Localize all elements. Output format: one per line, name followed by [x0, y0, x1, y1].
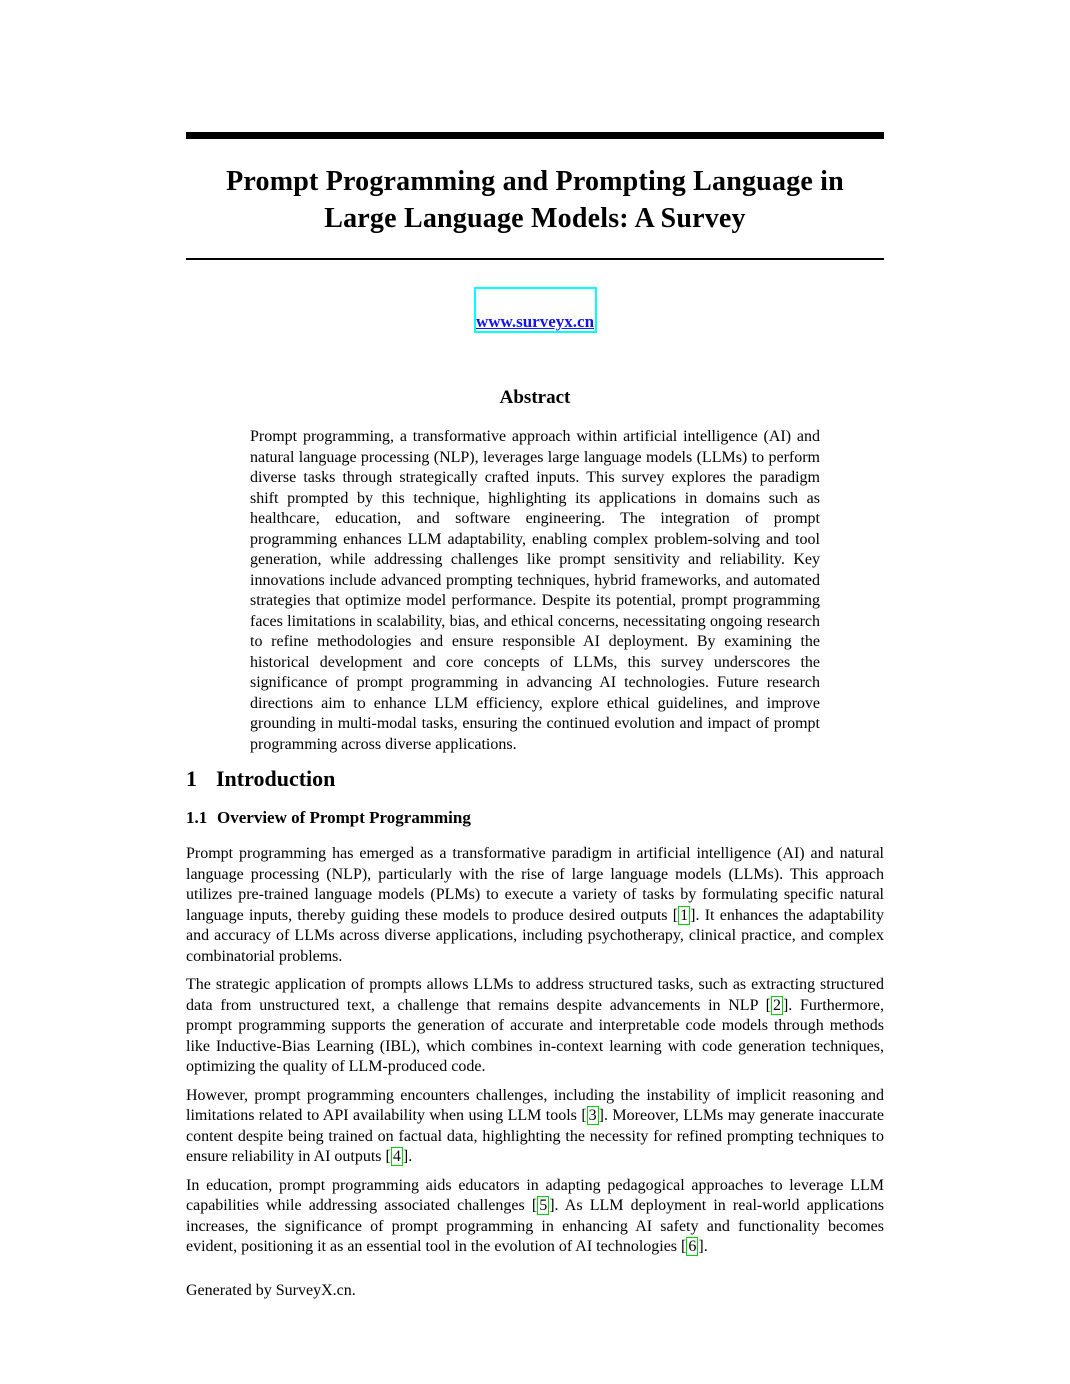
page-content	[186, 0, 884, 1266]
paragraph: The strategic application of prompts allows LLMs to address structured tasks, such as extracting structured data from unstructured text, a challenge that remains despite advancements in NLP [ 2 ]. Furthermore, prompt programming supports the generation of accurate and interpretable code models through methods like Inductive-Bias Learning (IBL), which combines in-context learning with code generation techniques, optimizing the quality of LLM-produced code.	[186, 976, 884, 1075]
link-row	[186, 287, 884, 333]
citation-ref[interactable]: [ 4 ]	[385, 1148, 409, 1165]
paragraph: Prompt programming has emerged as a transformative paradigm in artificial intelligence (AI) and natural language processing (NLP), particularly with the rise of large language models (LLMs). This approach utilizes pre-trained language models (PLMs) to execute a variety of tasks by formulating specific natural language inputs, thereby guiding these models to produce desired outputs [ 1 ]. It enhances the adaptability and accuracy of LLMs across diverse applications, including psychotherapy, clinical practice, and complex combinatorial problems.	[186, 845, 885, 965]
paragraph: In education, prompt programming aids educators in adapting pedagogical approaches to leverage LLM capabilities while addressing associated challenges [ 5 ]. As LLM deployment in real-world applications increases, the significance of prompt programming in enhancing AI safety and functionality becomes evident, positioning it as an essential tool in the evolution of AI technologies [ 6 ].	[186, 1176, 885, 1255]
title-top-rule	[186, 132, 884, 139]
body-paragraphs	[186, 844, 884, 1258]
citation-number[interactable]: 2	[772, 996, 781, 1014]
section-title: Introduction	[216, 766, 336, 791]
paragraph: However, prompt programming encounters challenges, including the instability of implicit reasoning and limitations related to API availability when using LLM tools [ 3 ]. Moreover, LLMs may generate inaccurate content despite being trained on factual data, highlighting the necessity for refined prompting techniques to ensure reliability in AI outputs [ 4 ].	[186, 1086, 884, 1165]
citation-ref[interactable]: [ 6 ]	[681, 1238, 704, 1255]
section-heading-introduction	[186, 766, 884, 792]
citation-ref[interactable]: [ 1 ]	[672, 906, 696, 924]
abstract-heading: Abstract	[499, 387, 571, 408]
subsection-number: 1.1	[186, 808, 208, 827]
citation-number[interactable]: 6	[688, 1238, 697, 1255]
citation-ref[interactable]: [ 3 ]	[581, 1107, 604, 1124]
paper-title	[186, 163, 884, 237]
abstract-text: Prompt programming, a transformative approach within artificial intelligence (AI) and natural language processing (NLP), leverages large language models (LLMs) to perform diverse tasks through strategically crafted inputs. This survey explores the paradigm shift prompted by this technique, highlighting its applications in domains such as healthcare, education, and software engineering. The integration of prompt programming enhances LLM adaptability, enabling complex problem-solving and tool generation, while addressing challenges like prompt sensitivity and reliability. Key innovations include advanced prompting techniques, hybrid frameworks, and automated strategies that optimize model performance. Despite its potential, prompt programming faces limitations in scalability, bias, and ethical concerns, necessitating ongoing research to refine methodologies and ensure responsible AI deployment. By examining the historical development and core concepts of LLMs, this survey underscores the significance of prompt programming in advancing AI technologies. Future research directions aim to enhance LLM efficiency, explore ethical guidelines, and improve grounding in multi-modal tasks, ensuring the continued evolution and impact of prompt programming across diverse applications.	[250, 428, 820, 753]
citation-number[interactable]: 1	[680, 906, 689, 924]
citation-ref[interactable]: [ 2 ]	[765, 996, 789, 1014]
section-number: 1	[186, 766, 197, 791]
surveyx-link-text[interactable]: www.surveyx.cn	[475, 312, 595, 332]
title-line-1: Prompt Programming and Prompting Language in	[226, 166, 844, 197]
footer-note: Generated by SurveyX.cn.	[186, 1282, 356, 1299]
citation-number[interactable]: 4	[392, 1148, 401, 1165]
citation-number[interactable]: 3	[588, 1107, 597, 1124]
citation-ref[interactable]: [ 5 ]	[531, 1197, 555, 1214]
surveyx-link-frame[interactable]	[474, 287, 597, 333]
title-line-2: Large Language Models: A Survey	[324, 203, 746, 234]
citation-number[interactable]: 5	[539, 1197, 548, 1214]
subsection-heading-overview	[186, 807, 884, 828]
title-bottom-rule	[186, 258, 884, 260]
subsection-title: Overview of Prompt Programming	[217, 808, 471, 827]
